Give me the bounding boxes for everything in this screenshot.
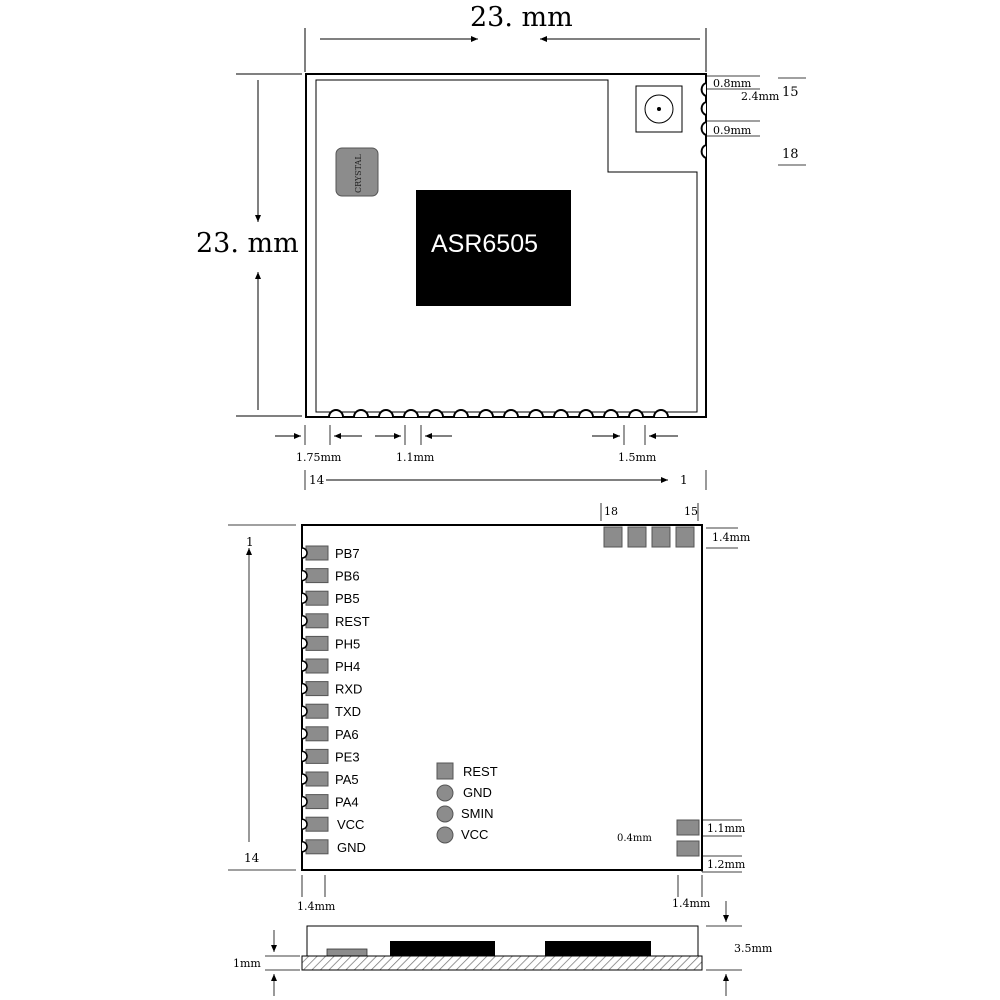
side-castellation xyxy=(302,593,307,603)
side-pad xyxy=(306,659,328,673)
castellated-pin xyxy=(604,410,618,417)
castellated-pin xyxy=(554,410,568,417)
top-view xyxy=(196,2,806,490)
side-castellation xyxy=(302,616,307,626)
pin-number-14: 14 xyxy=(309,473,325,487)
castellated-pin xyxy=(654,410,668,417)
pin-label-pa5: PA5 xyxy=(335,772,359,787)
side-pad xyxy=(306,840,328,854)
side-castellation xyxy=(302,774,307,784)
castellated-pin xyxy=(479,410,493,417)
side-castellation xyxy=(302,661,307,671)
side-castellation xyxy=(302,797,307,807)
legend-rest-label: REST xyxy=(463,764,498,779)
castellated-pin xyxy=(629,410,643,417)
castellated-pin xyxy=(529,410,543,417)
pin-label-pb5: PB5 xyxy=(335,591,360,607)
side-pad xyxy=(306,817,328,831)
castellated-pin xyxy=(429,410,443,417)
castellated-pin xyxy=(354,410,368,417)
legend-circle-smin xyxy=(437,806,453,822)
pin-number-15: 15 xyxy=(782,85,799,100)
legend-smin-label: SMIN xyxy=(461,806,494,821)
pin-label-pe3: PE3 xyxy=(335,749,360,765)
side-castellation xyxy=(302,548,307,558)
side-pad xyxy=(306,795,328,809)
dim-1-4mm-right: 1.4mm xyxy=(672,897,711,910)
side-pad xyxy=(306,772,328,786)
side-castellation xyxy=(302,751,307,761)
side-pad xyxy=(306,591,328,605)
side-castellation xyxy=(302,819,307,829)
dim-0-8mm: 0.8mm xyxy=(713,77,752,90)
pin-number-14-side: 14 xyxy=(244,851,260,865)
crystal-label: CRYSTAL xyxy=(354,154,363,193)
castellated-pin xyxy=(504,410,518,417)
legend-circle-gnd xyxy=(437,785,453,801)
pin-label-ph4: PH4 xyxy=(335,659,361,674)
pin-label-txd: TXD xyxy=(335,704,361,720)
dim-0-4mm: 0.4mm xyxy=(617,833,652,844)
legend-vcc-label: VCC xyxy=(461,827,489,842)
side-pad xyxy=(306,727,328,741)
castellated-pin xyxy=(404,410,418,417)
dim-1-2mm-pad: 1.2mm xyxy=(707,858,746,871)
side-pad xyxy=(306,704,328,718)
castellated-pin xyxy=(379,410,393,417)
side-pad xyxy=(306,546,328,560)
side-pad xyxy=(306,682,328,696)
side-pad xyxy=(306,749,328,763)
side-view xyxy=(233,901,773,996)
pin-label-pb7: PB7 xyxy=(335,546,360,561)
side-pad xyxy=(306,614,328,628)
chip-label: ASR6505 xyxy=(431,230,539,258)
pin-number-18: 18 xyxy=(782,147,799,162)
pin-label-gnd: GND xyxy=(337,839,366,855)
dim-1-4mm-left: 1.4mm xyxy=(297,900,336,913)
dim-0-9mm: 0.9mm xyxy=(713,124,752,137)
crystal-side xyxy=(327,949,367,956)
dim-1mm: 1mm xyxy=(233,957,261,970)
pin-label-pb6: PB6 xyxy=(335,568,360,584)
castellated-pin xyxy=(579,410,593,417)
dim-1-1mm-pad: 1.1mm xyxy=(707,822,746,835)
dim-3-5mm: 3.5mm xyxy=(734,942,773,955)
chip-side-1 xyxy=(390,941,495,956)
pin-label-vcc: VCC xyxy=(337,817,365,833)
side-castellation xyxy=(302,706,307,716)
legend-gnd-label: GND xyxy=(463,785,492,800)
height-dimension-label: 23. mm xyxy=(196,228,299,259)
pin-number-18-bottom: 18 xyxy=(604,505,618,518)
pcb-side xyxy=(302,956,702,970)
side-pad xyxy=(306,569,328,583)
pin-number-15-bottom: 15 xyxy=(684,505,698,518)
side-castellation xyxy=(302,842,307,852)
legend-circle-vcc xyxy=(437,827,453,843)
side-castellation xyxy=(302,729,307,739)
dim-1-4mm-top: 1.4mm xyxy=(712,531,751,544)
small-pad-1 xyxy=(677,820,699,835)
pin-number-1: 1 xyxy=(680,473,688,487)
pin-label-pa4: PA4 xyxy=(335,794,359,810)
side-pad xyxy=(306,636,328,650)
width-dimension-label: 23. mm xyxy=(470,2,573,33)
dim-1-5mm: 1.5mm xyxy=(618,451,657,464)
dim-2-4mm: 2.4mm xyxy=(741,90,780,103)
pin-label-rest: REST xyxy=(335,613,370,629)
castellated-pin xyxy=(454,410,468,417)
pin-label-rxd: RXD xyxy=(335,681,363,697)
small-pad-2 xyxy=(677,841,699,856)
side-castellation xyxy=(302,638,307,648)
legend-square-pad xyxy=(437,763,453,779)
pin-label-ph5: PH5 xyxy=(335,636,361,652)
chip-side-2 xyxy=(545,941,651,956)
dim-1-75mm: 1.75mm xyxy=(296,451,342,464)
side-castellation xyxy=(302,684,307,694)
side-castellation xyxy=(302,571,307,581)
dim-1-1mm: 1.1mm xyxy=(396,451,435,464)
castellated-pin xyxy=(329,410,343,417)
bottom-view xyxy=(228,503,751,913)
pin-number-1-side: 1 xyxy=(246,535,254,549)
pin-label-pa6: PA6 xyxy=(335,726,359,742)
